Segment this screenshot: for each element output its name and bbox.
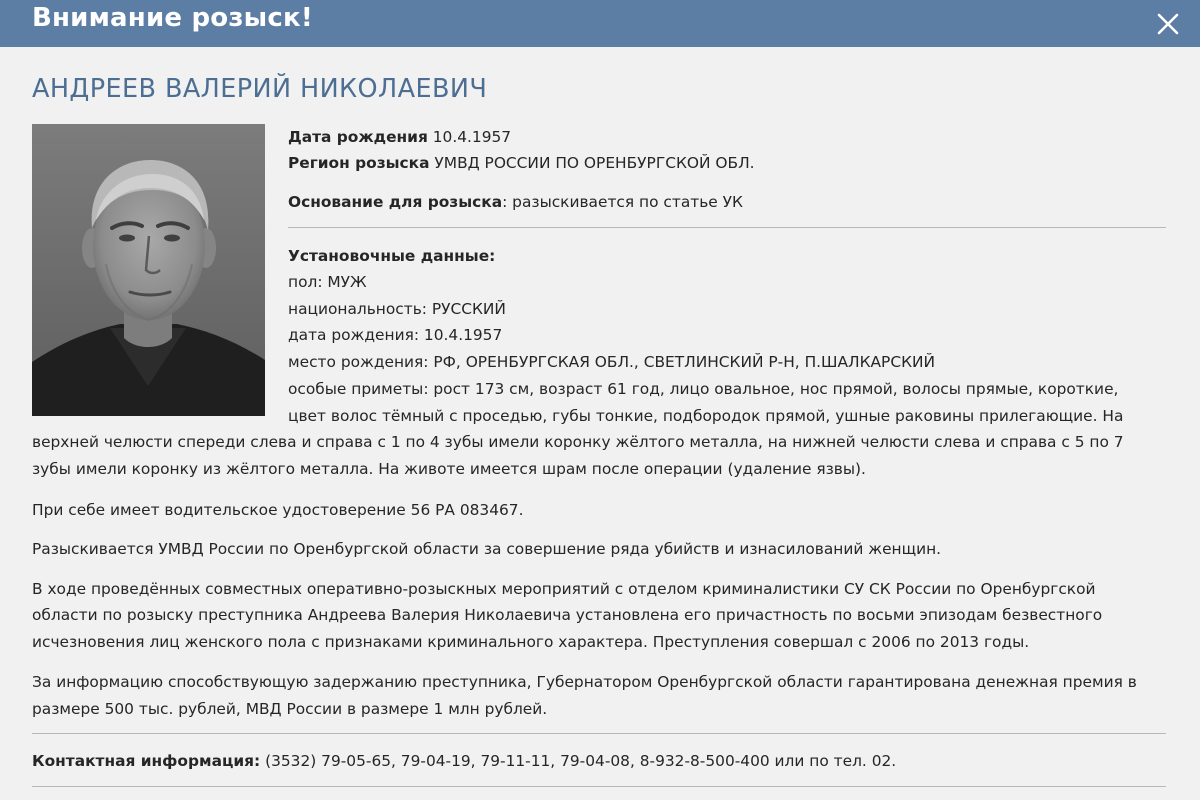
license-paragraph: При себе имеет водительское удостоверение 56 РА 083467.: [32, 501, 524, 519]
special-marks-line-2: цвет волос тёмный с проседью, губы тонкие, подбородок прямой, ушные раковины прилегающие. На: [288, 407, 1124, 425]
region-label: Регион розыска: [288, 154, 430, 172]
birth-place-row: место рождения: РФ, ОРЕНБУРГСКАЯ ОБЛ., СВЕТЛИНСКИЙ Р-Н, П.ШАЛКАРСКИЙ: [288, 353, 936, 371]
nationality-row: национальность: РУССКИЙ: [288, 300, 506, 318]
basis-label: Основание для розыска: [288, 193, 503, 211]
investigation-line-2: области по розыску преступника Андреева Валерия Николаевича установлена его причастность по восьми эпизодам безвестного: [32, 606, 1103, 624]
divider-top: [288, 227, 1166, 228]
birth-date-detail-row: дата рождения: 10.4.1957: [288, 326, 503, 344]
divider-footer: [32, 786, 1166, 787]
special-marks-line-3: верхней челюсти спереди слева и справа с 1 по 4 зубы имели коронку жёлтого металла, на нижней челюсти слева и справа с 5 по 7: [32, 433, 1124, 451]
identification-label: Установочные данные:: [288, 247, 496, 265]
region-value: УМВД РОССИИ ПО ОРЕНБУРГСКОЙ ОБЛ.: [429, 154, 755, 172]
close-button[interactable]: [1150, 6, 1186, 42]
contact-value: (3532) 79-05-65, 79-04-19, 79-11-11, 79-04-08, 8-932-8-500-400 или по тел. 02.: [260, 752, 897, 770]
basis-value: : разыскивается по статье УК: [502, 193, 743, 211]
modal-titlebar: [0, 0, 1200, 47]
sex-row: пол: МУЖ: [288, 273, 367, 291]
person-name: АНДРЕЕВ ВАЛЕРИЙ НИКОЛАЕВИЧ: [32, 74, 488, 104]
reward-line-1: За информацию способствующую задержанию преступника, Губернатором Оренбургской области гарантирована денежная премия в: [32, 673, 1137, 691]
region-row: [288, 151, 755, 175]
birth-date-label: Дата рождения: [288, 128, 428, 146]
reward-line-2: размере 500 тыс. рублей, МВД России в размере 1 млн рублей.: [32, 700, 548, 718]
contact-label: Контактная информация:: [32, 752, 261, 770]
special-marks-line-1: особые приметы: рост 173 см, возраст 61 год, лицо овальное, нос прямой, волосы прямые, короткие,: [288, 380, 1119, 398]
modal-title: Внимание розыск!: [32, 3, 313, 33]
investigation-line-3: исчезновения лиц женского пола с признаками криминального характера. Преступления совершал с 2006 по 2013 годы.: [32, 633, 1030, 651]
divider-bottom: [32, 733, 1166, 734]
investigation-line-1: В ходе проведённых совместных оперативно-розыскных мероприятий с отделом криминалистики СУ СК России по Оренбургской: [32, 580, 1096, 598]
contact-row: [32, 749, 896, 773]
person-photo: [32, 124, 265, 416]
close-icon: [1150, 6, 1186, 42]
birth-date-value: 10.4.1957: [427, 128, 512, 146]
basis-row: [288, 190, 743, 214]
special-marks-line-4: зубы имели коронку из жёлтого металла. На животе имеется шрам после операции (удаление язвы).: [32, 460, 866, 478]
birth-date-row: [288, 125, 511, 149]
wanted-by-paragraph: Разыскивается УМВД России по Оренбургской области за совершение ряда убийств и изнасилований женщин.: [32, 540, 942, 558]
